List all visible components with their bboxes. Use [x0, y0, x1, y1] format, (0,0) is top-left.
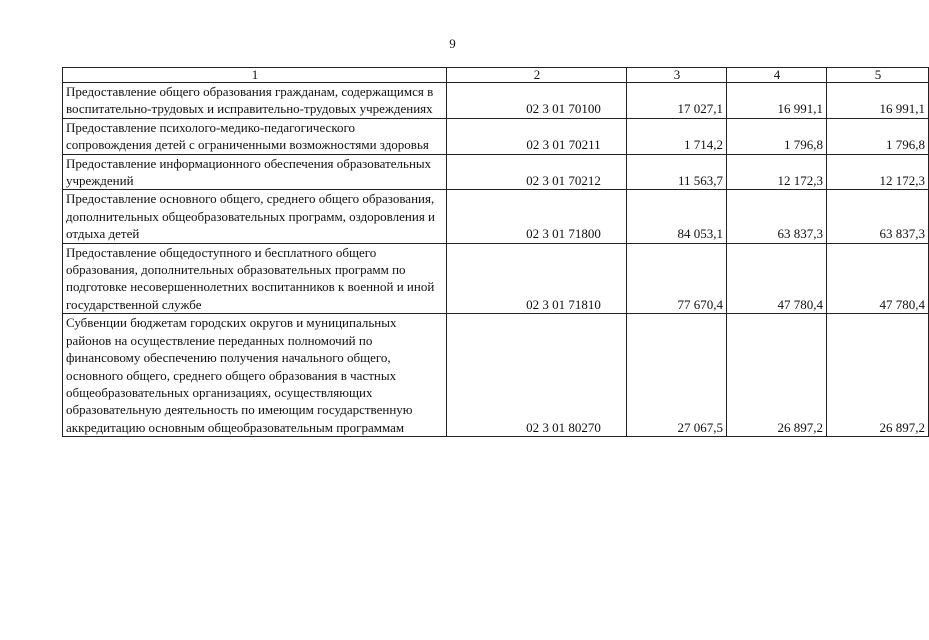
row-code: 02 3 01 70100 [447, 83, 627, 119]
row-value-4: 12 172,3 [727, 154, 827, 190]
row-value-3: 77 670,4 [627, 243, 727, 314]
row-code: 02 3 01 70211 [447, 118, 627, 154]
row-value-5: 12 172,3 [827, 154, 929, 190]
row-name: Предоставление общедоступного и бесплатного общего образования, дополнительных образовательных программ по подготовке несовершеннолетних воспитанников к военной и иной государственной службе [63, 243, 447, 314]
row-code: 02 3 01 71810 [447, 243, 627, 314]
row-code: 02 3 01 80270 [447, 314, 627, 437]
header-col-4: 4 [727, 68, 827, 83]
row-name: Предоставление психолого-медико-педагогического сопровождения детей с ограниченными возможностями здоровья [63, 118, 447, 154]
row-value-5: 16 991,1 [827, 83, 929, 119]
row-value-5: 26 897,2 [827, 314, 929, 437]
row-value-4: 47 780,4 [727, 243, 827, 314]
row-value-5: 47 780,4 [827, 243, 929, 314]
header-col-2: 2 [447, 68, 627, 83]
row-code: 02 3 01 70212 [447, 154, 627, 190]
row-value-3: 84 053,1 [627, 190, 727, 243]
header-row [63, 68, 929, 83]
row-name: Предоставление информационного обеспечения образовательных учреждений [63, 154, 447, 190]
row-value-3: 1 714,2 [627, 118, 727, 154]
row-value-4: 16 991,1 [727, 83, 827, 119]
row-value-5: 63 837,3 [827, 190, 929, 243]
row-value-4: 26 897,2 [727, 314, 827, 437]
row-value-3: 27 067,5 [627, 314, 727, 437]
budget-table [62, 67, 929, 437]
row-value-5: 1 796,8 [827, 118, 929, 154]
row-value-3: 17 027,1 [627, 83, 727, 119]
table-row [63, 83, 929, 119]
table-header [63, 68, 929, 83]
table-row [63, 190, 929, 243]
row-value-3: 11 563,7 [627, 154, 727, 190]
row-name: Субвенции бюджетам городских округов и муниципальных районов на осуществление переданных полномочий по финансовому обеспечению получения начального общего, основного общего, среднего общего образования в частных общеобразовательных организациях, осуществляющих образовательную деятельность по имеющим государственную аккредитацию основным общеобразовательным программам [63, 314, 447, 437]
header-col-3: 3 [627, 68, 727, 83]
row-code: 02 3 01 71800 [447, 190, 627, 243]
table-row [63, 118, 929, 154]
header-col-5: 5 [827, 68, 929, 83]
header-col-1: 1 [63, 68, 447, 83]
table-body [63, 83, 929, 437]
row-name: Предоставление основного общего, среднего общего образования, дополнительных общеобразовательных программ, оздоровления и отдыха детей [63, 190, 447, 243]
row-value-4: 63 837,3 [727, 190, 827, 243]
row-value-4: 1 796,8 [727, 118, 827, 154]
table-row [63, 154, 929, 190]
row-name: Предоставление общего образования гражданам, содержащимся в воспитательно-трудовых и исправительно-трудовых учреждениях [63, 83, 447, 119]
table-row [63, 314, 929, 437]
page-number: 9 [449, 36, 456, 51]
table-row [63, 243, 929, 314]
